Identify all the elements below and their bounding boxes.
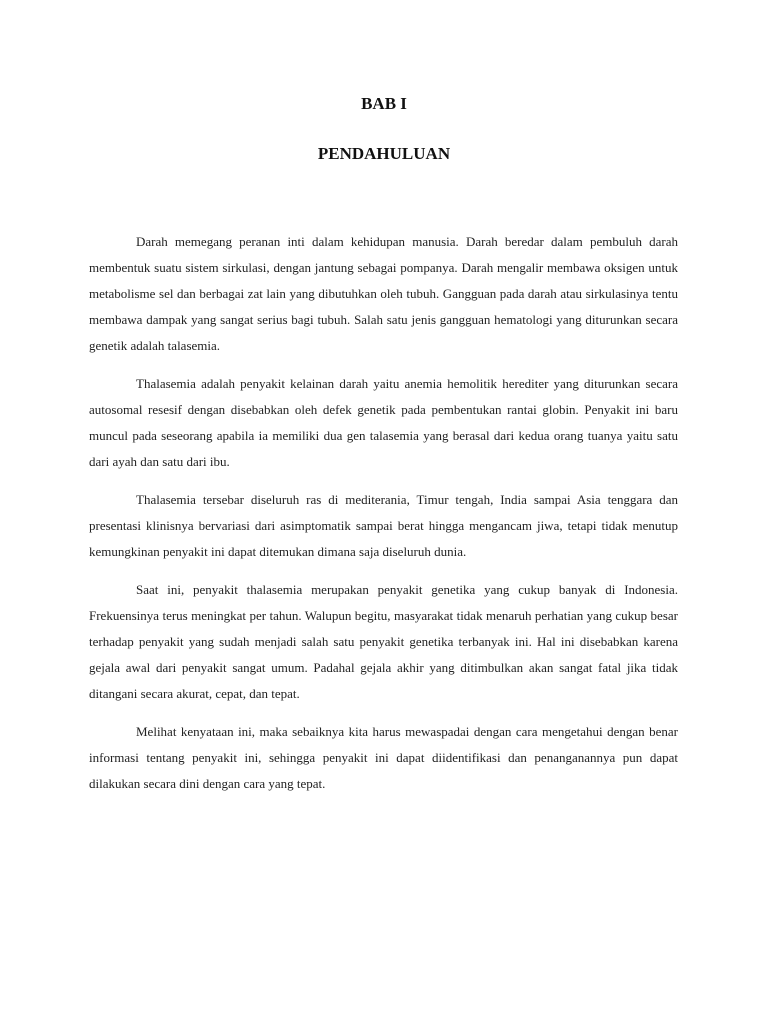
chapter-title: PENDAHULUAN bbox=[317, 144, 451, 163]
paragraph: Thalasemia adalah penyakit kelainan darah yaitu anemia hemolitik herediter yang diturunkan secara autosomal resesif dengan disebabkan oleh defek genetik pada pembentukan rantai globin. Penyakit ini baru muncul pada seseorang apabila ia memiliki dua gen talasemia yang berasal dari kedua orang tuanya yaitu satu dari ayah dan satu dari ibu. bbox=[89, 376, 678, 469]
paragraph: Thalasemia tersebar diseluruh ras di mediterania, Timur tengah, India sampai Asia tenggara dan presentasi klinisnya bervariasi dari asimptomatik sampai berat hingga mengancam jiwa, tetapi tidak menutup kemungkinan penyakit ini dapat ditemukan dimana saja diseluruh dunia. bbox=[89, 492, 678, 559]
paragraph: Darah memegang peranan inti dalam kehidupan manusia. Darah beredar dalam pembuluh darah membentuk suatu sistem sirkulasi, dengan jantung sebagai pompanya. Darah mengalir membawa oksigen untuk metabolisme sel dan berbagai zat lain yang dibutuhkan oleh tubuh. Gangguan pada darah atau sirkulasinya tentu membawa dampak yang sangat serius bagi tubuh. Salah satu jenis gangguan hematologi yang diturunkan secara genetik adalah talasemia. bbox=[89, 234, 678, 353]
body-text bbox=[89, 229, 678, 809]
paragraph: Melihat kenyataan ini, maka sebaiknya kita harus mewaspadai dengan cara mengetahui dengan benar informasi tentang penyakit ini, sehingga penyakit ini dapat diidentifikasi dan penanganannya pun dapat dilakukan secara dini dengan cara yang tepat. bbox=[89, 724, 678, 791]
paragraph: Saat ini, penyakit thalasemia merupakan penyakit genetika yang cukup banyak di Indonesia. Frekuensinya terus meningkat per tahun. Walupun begitu, masyarakat tidak menaruh perhatian yang cukup besar terhadap penyakit yang sudah menjadi salah satu penyakit genetika terbanyak ini. Hal ini disebabkan karena gejala awal dari penyakit sangat umum. Padahal gejala akhir yang ditimbulkan akan sangat fatal jika tidak ditangani secara akurat, cepat, dan tepat. bbox=[89, 582, 678, 701]
chapter-number: BAB I bbox=[361, 94, 407, 113]
